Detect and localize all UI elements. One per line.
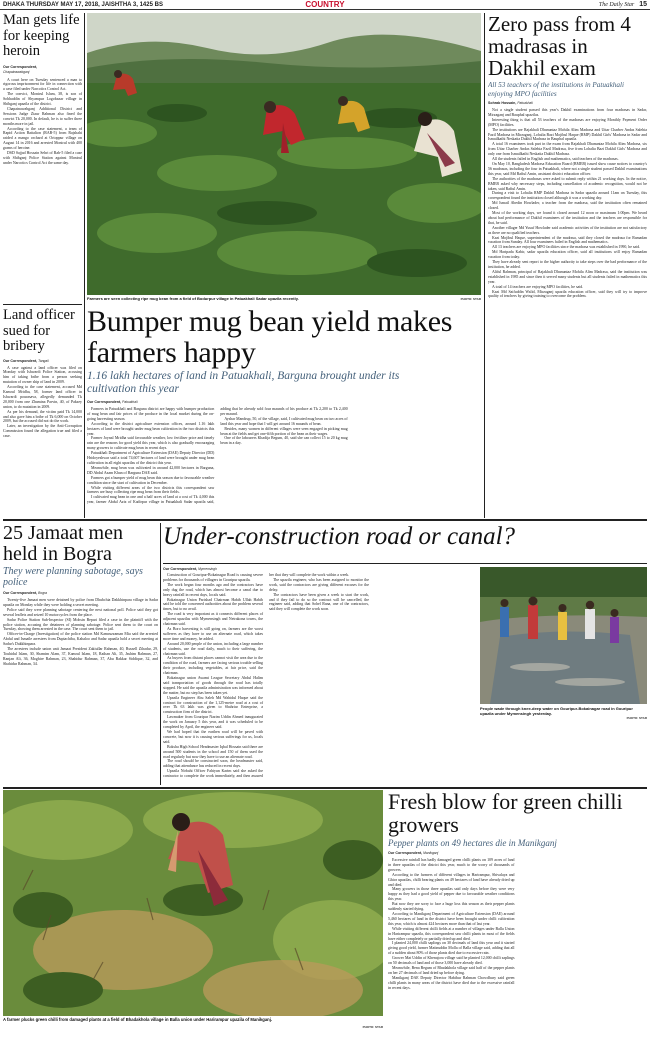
chilli-byline: Our Correspondent, Manikganj <box>388 851 439 855</box>
jamaat-body: Twenty-five Jamaat men were detained by police from Dhubchia Dakkhinpara village in Sadar upazila on Monday while they were holding a secret meeting. Police said they were planning sabotage centering the next national poll. Police said they got several leaflets and seized 10 motorcycles from the place. Sadar Police Station Sub-Inspector (SI) Mohsin Bepari filed a case in the plaintiff with the police station, accusing the detainees of planning sabotage. Police sent them to the court on Tuesday, showing them arrested in the case. The court sent them to jail. Officer-in-Charge (Investigation) of the police station Md Kamruzzaman Mia said the arrested Abdul and Ismaile arrestees from Duptachiba, Kahaloo and Sadar upazila hold a secret meeting at Sadar's Dakkhinpara. The arrestees include union unit Jamaat President Zakiullar Rahman, 40, Russell Zihadar, 29, Touhidul Islam, 30, Shamim Alam, 37, Kamrul Islam, 18, Raihan Ali, 35, Jashim Rahman, 27, Ranjan Ali, 36, Moghire Rahman, 23, Shahidur Rahman, 37, Abu Bakkar Siddique, 32, and Shahidur Rahman, 34. <box>3 598 158 666</box>
dakhil-body: Not a single student passed this year's Dakhil examinations from four madrasas in Sadar, Mirzaganj and Bauphal upazilas. Interesting thing is that all 53 teachers of the madrasas are enjoying Monthly Payment Order (MPO) facilities. The institutions are Rajakhali Dhanuntaz Mohila Alim Madrasa and Uttar Charber Andas Salehia Fazil Madrasa in Mirzaganj, Lohalia Bazi Mojibul Haque (RMP) Dakhil Girls' Madrasa in Sadar and Ismailkathi Neskatia Dakhil Madrasa in Bauphal upazila. A total 16 examinees took part in the exam from Rajakhali Dhanuntaz Mohila Alim Madrasa, six from Uttar Charber Andas Salehia Fazil Madrasa, five from Lohalia Bazi Dakhil Girls' Madrasa and only one from Ismailkathi Neskatia Dakhil Madrasa. All the students failed in English and mathematics, said teachers of the madrasas. On May 10, Bangladesh Madrasa Education Board (BMEB) issued show cause notices to country's 56 madrasas, including the four in Patuakhali, where not a single student passed Dakhil examinations this year, said Md Rafiul Amin, assistant district education officer. The authorities of the madrasas were asked to submit reply within 21 working days. In the notice, BMEB asked why necessary steps, including cancellation of academic recognition, would not be taken, said Rafiul Amin. During a visit to Lohalia RMP Dakhil Madrasa in Sadar upazila around 11am on Tuesday, this correspondent found the institution closed although it was a working day. Md Ismail Abedin Howlader, a teacher from the madrasa, said the institution often remained closed. Most of the working days, we found it closed around 12 noon or maximum 1:00pm. We heard about bad performance of Dakhil examinees of the institution and the teachers are responsible for that, he said. Another villager Md Yusuf Howlader said academic activities of the institution are not satisfactory as there are no qualified teachers. Kazi Mojibul Haque, superintendent of the madrasa, said they closed the madrasa for Ramadan vacation from Sunday. All four examinees failed in English and mathematics. All 13 teachers are enjoying MPO facilities since the madrasa was established in 1990, he said. Md Haripada Kabir, sadar upazila education officer, said all institutions will enjoy Ramadan vacation from today. They have already sent report to the higher authority to take steps over the bad performance of the institution, he added. Aliful Rahman, principal of Rajakhali Dhanuntaz Mohila Alim Madrasa, said the institution was established in 1985 and since then it served many students but all students failed in mathematics this year. A total of 14 teachers are enjoying MPO facilities, he said. Kazi Md Saifuddin Walid, Mirzaganj upazila education officer, said they will try to improve quality of teachers by giving training to overcome the problem. <box>488 108 647 299</box>
section-label: COUNTRY <box>305 0 345 9</box>
heroin-story <box>3 13 82 305</box>
land-headline: Land officer sued for bribery <box>3 308 75 354</box>
dateline: DHAKA THURSDAY MAY 17, 2018, JAISHTHA 3, 1425 BS <box>3 2 163 8</box>
column-rule <box>484 13 485 518</box>
chilli-photo-caption: A farmer plucks green chilli from damaged plants at a field of Bhadakhola village in Balla union under Harirampur upazila of Manikganj. <box>3 1017 273 1022</box>
dakhil-subhead: All 53 teachers of the institutions in Patuakhali enjoying MPO facilities <box>488 81 624 98</box>
page-header-bar <box>0 0 650 10</box>
dakhil-story <box>488 13 647 518</box>
road-story <box>163 523 647 785</box>
heroin-byline: Our Correspondent, Chapainawabganj <box>3 64 38 74</box>
mug-body: Farmers in Patuakhali and Barguna district are happy with bumper production of mug bean and fair prices of the produce in the local market during the on-going harvesting season. According to the district agriculture extension offices, around 1.16 lakh hectares of land were brought under mug bean cultivation in the two districts this year. Farmer Joynal Mridha said favourable weather, low fertiliser price and timely rain are the reasons for good yield this year, which is also gradually encouraging many growers to cultivate mug bean in recent days. Patuakhali Department of Agriculture Extension (DAE) Deputy Director (DD) Hridoyeshwar said a total 74,607 hectares of land were brought under mug bean cultivation in all eight upazilas of the district this year. Meanwhile, mug bean was cultivated in around 42,000 hectares in Barguna, DD Abdul Azam Khan of Barguna DAE said. Farmers got a bumper yield of mug bean this season due to favourable weather condition since the start of cultivation in December. While visiting different areas of the two districts this correspondent saw farmers are busy collecting ripe mug bean from their fields. I cultivated mug bean in one and a half acres of land at a cost of Tk 4,000 this year, farmer Abdul Aziz of Kadirpur village in Patuakhali Sadar upazila said, adding that he already sold four maunds of his produce at Tk 2,200 to Tk 2,400 per maund. Ayshar Mandrup, 50, of the village, said, I cultivated mug bean on two acres of land this year and hope that I will get around 16 maunds of bean. Besides, many women in different villages were seen engaged in picking mug bean at the fields and get one-fifth portion of the bean as their wages. One of the labourers Khadija Begum, 40, said she can collect 15 to 20 kg mug bean in a day. <box>87 407 348 505</box>
land-body: A case against a land officer was filed on Monday with Ishwardi Police Station, accusing him of taking bribe from a person seeking mutation of owner ship of land in 2009. According to the case statement, accused Md Kamrul Mridha, 58, former land officer in Ishwardi pourasava, allegedly demanded Tk 20,000 from one Zhamina Parvin, 40, of Paksey union, to do mutation in 2009. As per his demand, the victim paid Tk 14,000 and also gave him a bribe of Tk 6,000 on October 2009, but the accused did not do the work. Later, an investigation by the Anti-Corruption Commission found the allegation true and filed a case. <box>3 365 82 439</box>
person-wading-5 <box>610 609 619 643</box>
jamaat-headline: 25 Jamaat men held in Bogra <box>3 523 123 565</box>
heroin-body: A court here on Tuesday sentenced a man to rigorous imprisonment for life in connection with a case filed under Narcotics Control Act. The convict, Monirul Islam, 38, is son of Sobhaddin of Shyampur Logobazar village in Shibganj upazila of the district. Chapainawabganj Additional District and Sessions Judge Ziaur Rahman also fined the convict Tk 20,000. In default, he is to suffer three months more in jail. According to the case statement, a team of Rapid Action Battalion (RAB-5) from Rajshahi raided a mango orchard at Ortoppur village on August 14 in 2016 and arrested Monirul with 400 grams of heroine. DSD Sajjad Hossain Sehri of Rab-5 filed a case with Shibganj Police Station against Monirul under Narcotics Control Act the same day. <box>3 77 82 165</box>
jamaat-story <box>3 523 158 785</box>
road-photo <box>480 567 647 704</box>
road-body: Construction of Gouripur-Bokainagar Road is causing severe problems for thousands of villagers in Gouripur upazila. The work began four months ago and the contractors have only dug the road, which has almost become a canal due to heavy rainfall in recent days, locals said. Bokainagar Union Parishad Chairman Habib Ullah Habib said he told the concerned authorities about the problem several times, but to no avail. The road is very important as it connects different places of adjacent upazilas with Mymensingh and Netrakona towns, the chairman said. As Boro harvesting is still going on, farmers are the worst sufferers as they have to use an alternate road, which takes more time and money, he added. Around 20,000 people of the union, including a large number of students, use the road daily, much to their suffering, the chairman said. As buyers from distant places cannot visit the area due to the condition of the road, farmers are facing serious trouble selling their produce, including vegetables, at fair price, said the chairman. Bokainagar union Awami League Secretary Abdul Halim said transportation of goods through the road has totally stopped. He said the upazila administration was informed about the matter, but no step has been taken yet. Upazila Engineer Abu Saleh Md Wahidul Haque said the contract for construction of the 1,125-metre road at a cost of over Tk 63 lakh was given to Shahriar Enterprise, a construction firm of the district. Lawmaker from Gouripur Nazim Uddin Ahmed inaugurated the work on January 5 this year, and it was scheduled to be completed by April, the engineer said. We had hoped that the earthen road will be paved with concrete, but now it is causing serious sufferings for us, locals said. Boksha High School Headmaster Iqbal Hossain said there are around 500 students in the school and 150 of them used the road regularly but now they have to use an alternate road. The road should be constructed soon, the headmaster said, adding that attendance has reduced in recent days. Upazila Nirbahi Officer Fahiyun Karim said she asked the contractor to complete the work immediately, and then assured her that they will complete the work within a week. The upazila engineer, who has been assigned to monitor the work, said the contractors are giving different excuses for the delay. The contractors have been given a week to start the work, and if they fail to do so the contract will be cancelled, the engineer said, adding that Sohel Rana, one of the contractors, said they will complete the work soon. <box>163 573 369 779</box>
land-byline: Our Correspondent, Tangail <box>3 358 49 363</box>
divider <box>163 563 647 564</box>
chilli-headline: Fresh blow for green chilli growers <box>388 790 623 837</box>
dakhil-headline: Zero pass from 4 madrasas in Dakhil exam <box>488 13 631 80</box>
person-wading-1 <box>500 599 509 637</box>
mug-bean-photo <box>87 13 481 295</box>
masthead: The Daily Star <box>598 2 635 8</box>
land-story <box>3 308 82 515</box>
chilli-story <box>388 790 647 1035</box>
mug-photo-caption: Farmers are seen collecting ripe mug bean from a field of Bodurpur village in Patuakhali Sadar upazila recently. <box>87 296 299 301</box>
photo-credit: PHOTO: STAR <box>460 297 481 301</box>
column-rule <box>84 13 85 518</box>
person-wading-2 <box>528 597 538 640</box>
photo-credit: PHOTO: STAR <box>362 1025 383 1029</box>
mug-bean-story <box>87 306 481 518</box>
jamaat-subhead: They were planning sabotage, says police <box>3 566 143 588</box>
chilli-photo <box>3 790 383 1016</box>
person-wading-3 <box>558 604 567 640</box>
divider <box>3 304 82 305</box>
jamaat-byline: Our Correspondent, Bogra <box>3 591 47 595</box>
column-rule <box>160 523 161 785</box>
chilli-photo-caption-row <box>3 1017 383 1035</box>
mug-headline: Bumper mug bean yield makes farmers happy <box>87 306 453 369</box>
page-number: 15 <box>639 1 647 8</box>
section-divider <box>3 787 647 789</box>
chilli-subhead: Pepper plants on 49 hectares die in Manikganj <box>388 838 557 848</box>
photo-credit: PHOTO: STAR <box>626 716 647 721</box>
person-wading-4 <box>585 601 595 639</box>
dakhil-byline: Sohrab Hossain, Patuakhali <box>488 101 533 105</box>
masthead-and-page <box>599 1 647 9</box>
road-headline: Under-construction road or canal? <box>163 523 516 550</box>
mug-byline: Our Correspondent, Patuakhali <box>87 400 138 404</box>
road-byline: Our Correspondent, Mymensingh <box>163 567 217 571</box>
mug-photo-caption-row <box>87 296 481 304</box>
section-divider <box>3 519 647 521</box>
mug-subhead: 1.16 lakh hectares of land in Patuakhali, Barguna brought under its cultivation this year <box>87 370 400 395</box>
chilli-body: Excessive rainfall has badly damaged green chilli plants on 109 acres of land in three upazilas of the district this year, much to the worry of thousands of growers. According to the farmers of different villages in Harirampur, Shivalaya and Ghior upazilas, chilli bearing plants on 49 hectares of land have already dried up and died. Many growers in those three upazilas said only days before they were very happy as they had a good yield of pepper due to favourable weather conditions this year. But now they are sorry to face a huge loss this season as their pepper plants suddenly started dying. According to Manikganj Department of Agriculture Extension (DAE) around 5,460 hectares of land in the district have been brought under chilli cultivation this year, which is almost 424 hectares more than that of last year. While visiting different chilli fields at a number of villages under Balla Union in Harirampur upazila, this correspondent saw chilli plants in most of the fields have either completely or partially dried up and died. I planted 24,000 chilli saplings on 30 decimals of land this year and it started giving good yield, farmer Matinuddin Molla of Balla village said, adding that all of a sudden about 80% of those plants died due to excessive rain. Grower Mat Uddin of Khenajora village said he planted 12,000 chilli saplings on 50 decimals of land and of those 3,000 have already died. Meanwhile, Bena Begum of Bhadakhola village said half of the pepper plants on her 27 decimals of land dried up before dying. Manikganj DAE Deputy Director Habibur Rahman Chowdhury said green chilli plants in many areas of the district have died due to the excessive rainfall in recent days. <box>388 858 515 990</box>
road-photo-caption: People wade through knee-deep water on Gouripur-Bokainagar road in Gouripur upazila under Mymensingh yesterday. <box>480 706 633 717</box>
heroin-headline: Man gets life for keeping heroin <box>3 13 80 59</box>
